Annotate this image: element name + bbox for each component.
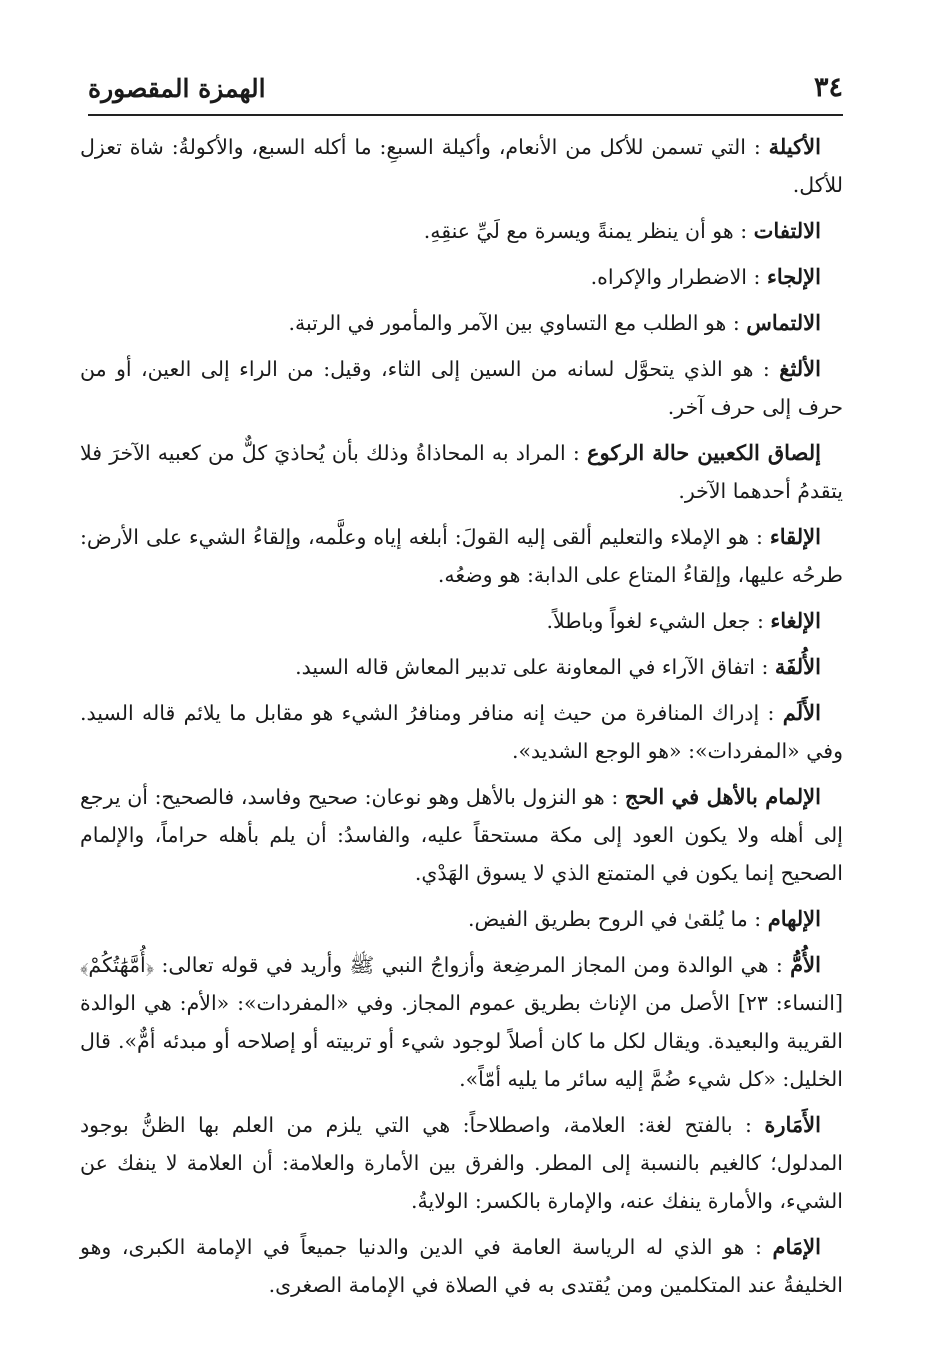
entry: [80, 778, 843, 892]
term-separator: :: [744, 1235, 773, 1259]
page-number: ٣٤: [813, 72, 843, 103]
entry-term: الالتماس: [746, 310, 821, 335]
entry-term: الأكيلة: [768, 134, 821, 159]
entry: [80, 434, 843, 510]
entry-definition: المراد به المحاذاةُ وذلك بأن يُحاذيَ كلٌّ من كعبيه الآخرَ فلا يتقدمُ أحدهما الآخر.: [80, 441, 843, 503]
entry-term: الأَمَارة: [764, 1112, 821, 1137]
term-separator: :: [750, 609, 771, 633]
entry: [80, 1106, 843, 1220]
entry: [80, 1228, 843, 1304]
entry-term: الإلغاء: [770, 608, 821, 633]
entry-term: الالتفات: [753, 218, 821, 243]
term-separator: :: [747, 265, 767, 289]
term-separator: :: [749, 525, 770, 549]
term-separator: :: [759, 701, 783, 725]
entry-term: الإمَام: [772, 1234, 821, 1259]
entry: [80, 258, 843, 296]
entry-term: الإلجاء: [766, 264, 821, 289]
page-header: [88, 68, 843, 116]
entry-definition: هو الإملاء والتعليم ألقى إليه القولَ: أبلغه إياه وعلَّمه، وإلقاءُ الشيء على الأرض: طرحُه عليها، وإلقاءُ المتاع على الدابة: هو وضعُه.: [80, 525, 843, 587]
term-separator: :: [732, 1113, 765, 1137]
term-separator: :: [604, 785, 625, 809]
entry-definition: التي تسمن للأكل من الأنعام، وأكيلة السبعِ: ما أكله السبع، والأكولةُ: شاة تعزل للأكل.: [80, 135, 843, 197]
entry-term: الألثغ: [779, 356, 821, 381]
entry: [80, 128, 843, 204]
entry-definition: هو النزول بالأهل وهو نوعان: صحيح وفاسد، فالصحيح: أن يرجع إلى أهله ولا يكون العود إلى مكة مستحقاً عليه، والفاسدُ: أن يلم بأهله حراماً، والإلمام الصحيح إنما يكون في المتمتع الذي لا يسوق الهَدْي.: [80, 785, 843, 885]
entry-definition: ما يُلقىٰ في الروح بطريق الفيض.: [467, 907, 748, 931]
entry: [80, 304, 843, 342]
entry-definition: اتفاق الآراء في المعاونة على تدبير المعاش قاله السيد.: [295, 655, 755, 679]
entry: [80, 518, 843, 594]
entry-term: الإلقاء: [769, 524, 821, 549]
entry-definition: إدراك المنافرة من حيث إنه منافر ومنافرُ الشيء هو مقابل ما يلائم قاله السيد. وفي «المفردات»: «هو الوجع الشديد».: [80, 701, 843, 763]
term-separator: :: [753, 357, 780, 381]
entry-definition: هو أن ينظر يمنةً ويسرة مع لَيِّ عنقِهِ.: [423, 219, 734, 243]
entry-definition: هو الذي له الرياسة العامة في الدين والدنيا جميعاً في الإمامة الكبرى، وهو الخليفةُ عند المتكلمين ومن يُقتدى به في الصلاة في الإمامة الصغرى.: [80, 1235, 843, 1297]
running-title: الهمزة المقصورة: [88, 74, 266, 103]
entry: [80, 602, 843, 640]
entry-term: إلصاق الكعبين حالة الركوع: [587, 440, 821, 465]
entry-definition: هي الوالدة ومن المجاز المرضِعة وأزواجُ النبي ﷺ وأريد في قوله تعالى: ﴿أُمَّهَٰتُكُمْ﴾ [النساء: ٢٣] الأصل من الإناث بطريق عموم المجاز. وفي «المفردات»: «الأم: هي الوالدة القريبة والبعيدة. ويقال لكل ما كان أصلاً لوجود شيء أو تربيته أو إصلاحه أو مبدئه أمٌّ». قال الخليل: «كل شيء ضُمَّ إليه سائر ما يليه أمّاً».: [80, 953, 843, 1091]
entry-term: الأُمُّ: [790, 952, 821, 977]
term-separator: :: [747, 907, 768, 931]
term-separator: :: [733, 219, 754, 243]
term-separator: :: [754, 655, 775, 679]
term-separator: :: [745, 135, 769, 159]
entry-term: الإلهام: [767, 906, 821, 931]
entry: [80, 694, 843, 770]
entry-definition: بالفتح لغة: العلامة، واصطلاحاً: هي التي يلزم من العلم بها الظنُّ بوجود المدلول؛ كالغيم بالنسبة إلى المطر. والفرق بين الأمارة والعلامة: أن العلامة لا ينفك عن الشيء، والأمارة ينفك عنه، والإمارة بالكسر: الولايةُ.: [80, 1113, 843, 1213]
entry: [80, 900, 843, 938]
entry: [80, 350, 843, 426]
entry: [80, 648, 843, 686]
entry: [80, 212, 843, 250]
entry-term: الأَلَم: [782, 700, 821, 725]
entry-term: الإلمام بالأهل في الحج: [624, 784, 821, 809]
entry-term: الأُلفَة: [774, 654, 821, 679]
term-separator: :: [768, 953, 791, 977]
entry: [80, 946, 843, 1098]
term-separator: :: [565, 441, 587, 465]
entry-definition: هو الذي يتحوَّل لسانه من السين إلى الثاء، وقيل: من الراء إلى العين، أو من حرف إلى حرف آخر.: [80, 357, 843, 419]
dictionary-entries: [80, 128, 843, 1308]
entry-definition: هو الطلب مع التساوي بين الآمر والمأمور في الرتبة.: [288, 311, 727, 335]
term-separator: :: [726, 311, 747, 335]
entry-definition: الاضطرار والإكراه.: [590, 265, 747, 289]
entry-definition: جعل الشيء لغواً وباطلاً.: [546, 609, 751, 633]
